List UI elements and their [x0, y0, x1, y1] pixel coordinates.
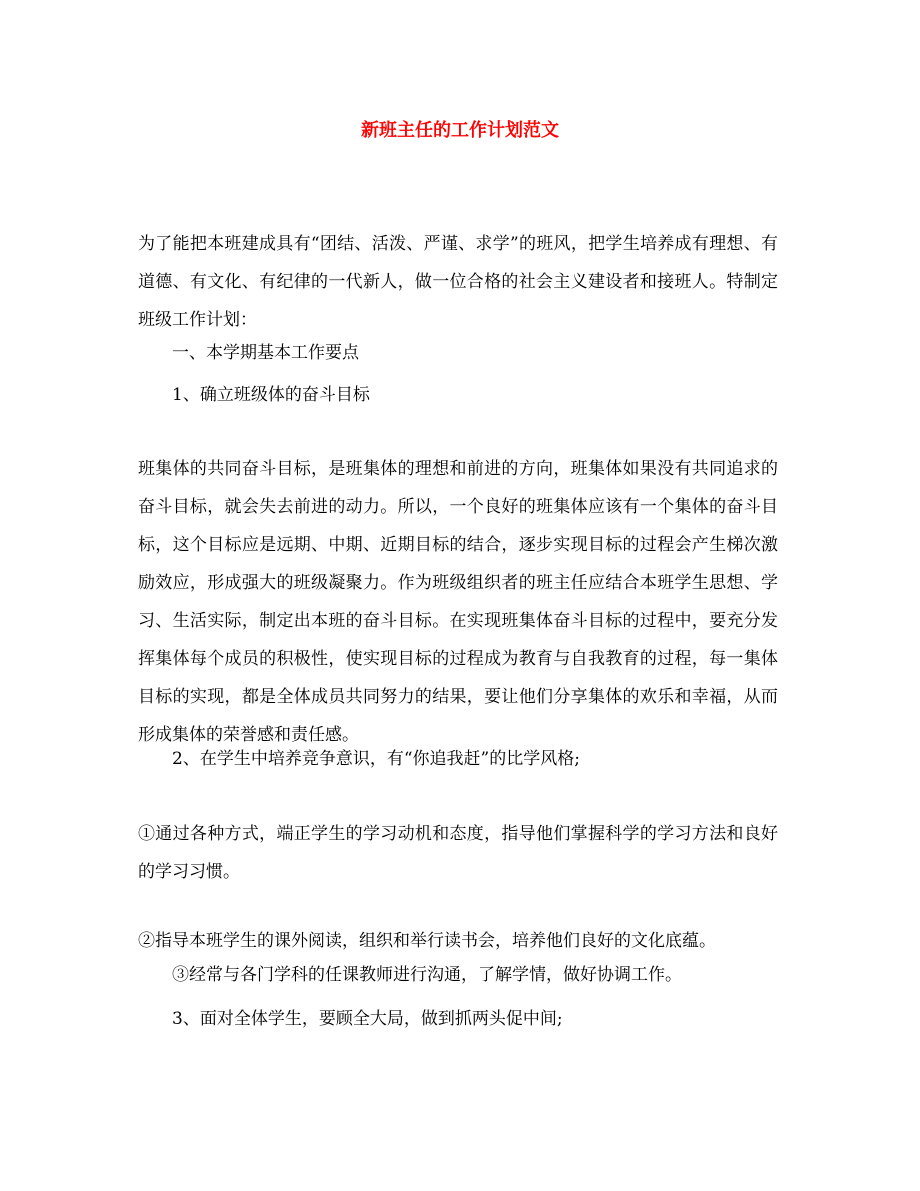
list-item-3: ③经常与各门学科的任课教师进行沟通，了解学情，做好协调工作。 — [172, 965, 682, 985]
list-item-1: ①通过各种方式，端正学生的学习动机和态度，指导他们掌握科学的学习方法和良好的学习习惯。 — [138, 824, 778, 882]
document-title: 新班主任的工作计划范文 — [361, 120, 559, 141]
subheading-1: 1、确立班级体的奋斗目标 — [172, 385, 370, 405]
body-paragraph-goal: 班集体的共同奋斗目标，是班集体的理想和前进的方向，班集体如果没有共同追求的奋斗目标，就会失去前进的动力。所以，一个良好的班集体应该有一个集体的奋斗目标，这个目标应是远期、中期、近期目标的结合，逐步实现目标的过程会产生梯次激励效应，形成强大的班级凝聚力。作为班级组织者的班主任应结合本班学生思想、学习、生活实际，制定出本班的奋斗目标。在实现班集体奋斗目标的过程中，要充分发挥集体每个成员的积极性，使实现目标的过程成为教育与自我教育的过程，每一集体目标的实现，都是全体成员共同努力的结果，要让他们分享集体的欢乐和幸福，从而形成集体的荣誉感和责任感。 — [138, 459, 778, 745]
section-heading-1: 一、本学期基本工作要点 — [172, 343, 359, 363]
subheading-2: 2、在学生中培养竞争意识，有“你追我赶”的比学风格; — [172, 749, 580, 769]
intro-paragraph: 为了能把本班建成具有“团结、活泼、严谨、求学”的班风，把学生培养成有理想、有道德、有文化、有纪律的一代新人，做一位合格的社会主义建设者和接班人。特制定班级工作计划： — [138, 234, 778, 330]
list-item-2: ②指导本班学生的课外阅读，组织和举行读书会，培养他们良好的文化底蕴。 — [138, 931, 716, 951]
subheading-3: 3、面对全体学生，要顾全大局，做到抓两头促中间; — [172, 1009, 563, 1029]
